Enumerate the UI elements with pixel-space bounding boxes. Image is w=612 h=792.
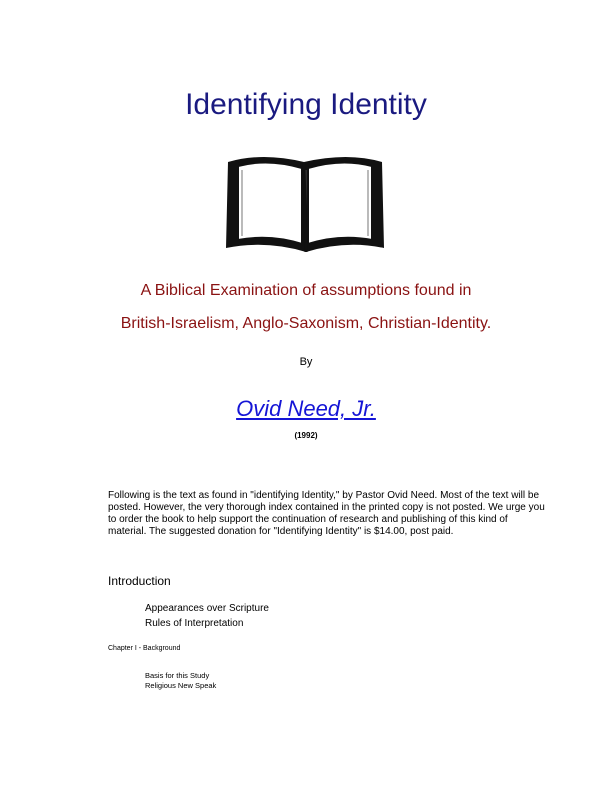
subtitle-line-1: A Biblical Examination of assumptions found in bbox=[140, 282, 472, 299]
toc-item-basis[interactable]: Basis for this Study bbox=[145, 671, 210, 680]
intro-paragraph: Following is the text as found in "identifying Identity," by Pastor Ovid Need. Most of the text will be posted. However, the very thorough index contained in the printed copy is not posted. We urge you to order the book to help support the continuation of research and publishing of this kind of material. The suggested donation for "Identifying Identity" is $14.00, post paid. bbox=[108, 490, 545, 537]
page-title: Identifying Identity bbox=[185, 88, 427, 121]
subtitle-line-2: British-Israelism, Anglo-Saxonism, Christian-Identity. bbox=[120, 315, 492, 332]
toc-introduction-heading: Introduction bbox=[108, 574, 171, 588]
toc-chapter-1-heading: Chapter I - Background bbox=[108, 645, 181, 652]
toc-item-new-speak[interactable]: Religious New Speak bbox=[145, 681, 217, 690]
by-label: By bbox=[299, 356, 313, 368]
toc-item-appearances[interactable]: Appearances over Scripture bbox=[145, 603, 269, 614]
publication-year: (1992) bbox=[294, 431, 318, 440]
author-link[interactable]: Ovid Need, Jr. bbox=[236, 396, 376, 421]
open-book-icon bbox=[222, 148, 388, 258]
toc-item-rules[interactable]: Rules of Interpretation bbox=[145, 618, 244, 629]
